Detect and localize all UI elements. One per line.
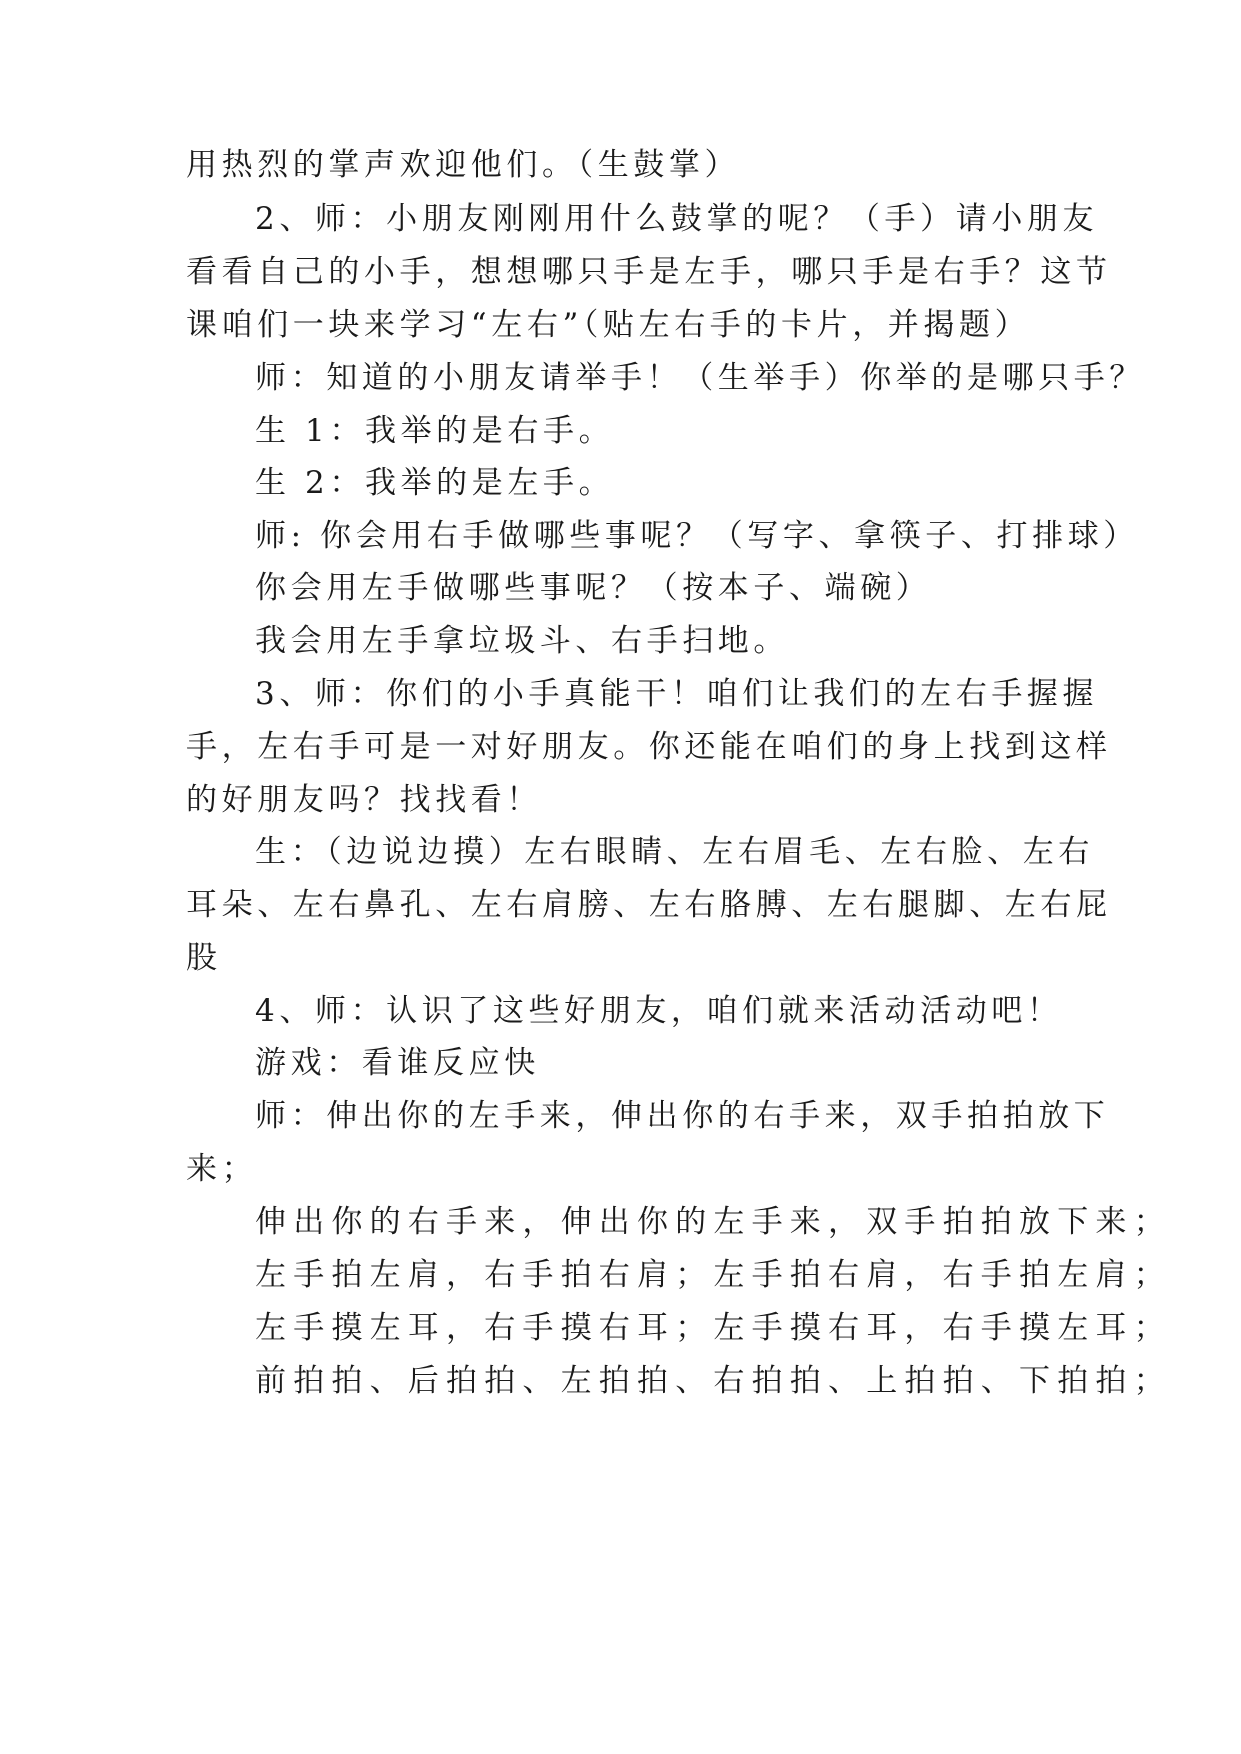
paragraph-line: 的好朋友吗？找找看！	[186, 782, 542, 818]
paragraph-line: 手，左右手可是一对好朋友。你还能在咱们的身上找到这样	[186, 729, 1112, 765]
paragraph-line: 用热烈的掌声欢迎他们。（生鼓掌）	[186, 147, 741, 183]
paragraph-line: 生：（边说边摸）左右眼睛、左右眉毛、左右脸、左右	[255, 834, 1094, 870]
paragraph-line: 你会用左手做哪些事呢？（按本子、端碗）	[255, 570, 932, 606]
paragraph-line: 看看自己的小手，想想哪只手是左手，哪只手是右手？这节	[186, 254, 1112, 290]
paragraph-line: 我会用左手拿垃圾斗、右手扫地。	[255, 623, 789, 659]
paragraph-line: 生 2：我举的是左手。	[255, 465, 615, 501]
paragraph-line: 师：知道的小朋友请举手！（生举手）你举的是哪只手？	[255, 360, 1145, 396]
paragraph-line: 课咱们一块来学习“左右”（贴左右手的卡片，并揭题）	[186, 307, 1031, 343]
paragraph-line: 左手摸左耳，右手摸右耳；左手摸右耳，右手摸左耳；	[255, 1310, 1172, 1346]
paragraph-line: 耳朵、左右鼻孔、左右肩膀、左右胳膊、左右腿脚、左右屁	[186, 887, 1112, 923]
paragraph-line: 来；	[186, 1151, 258, 1187]
paragraph-line: 师: 你会用右手做哪些事呢？（写字、拿筷子、打排球）	[255, 518, 1139, 554]
paragraph-line: 4、师：认识了这些好朋友，咱们就来活动活动吧！	[255, 993, 1063, 1029]
paragraph-line: 左手拍左肩，右手拍右肩；左手拍右肩，右手拍左肩；	[255, 1257, 1172, 1293]
paragraph-line: 游戏：看谁反应快	[255, 1045, 540, 1081]
paragraph-line: 前拍拍、后拍拍、左拍拍、右拍拍、上拍拍、下拍拍；	[255, 1363, 1172, 1399]
paragraph-line: 股	[186, 940, 222, 976]
paragraph-line: 师：伸出你的左手来，伸出你的右手来，双手拍拍放下	[255, 1098, 1110, 1134]
paragraph-line: 伸出你的右手来，伸出你的左手来，双手拍拍放下来；	[255, 1204, 1172, 1240]
paragraph-line: 3、师：你们的小手真能干！咱们让我们的左右手握握	[255, 676, 1099, 712]
paragraph-line: 2、师：小朋友刚刚用什么鼓掌的呢？（手）请小朋友	[255, 201, 1099, 237]
paragraph-line: 生 1：我举的是右手。	[255, 413, 615, 449]
